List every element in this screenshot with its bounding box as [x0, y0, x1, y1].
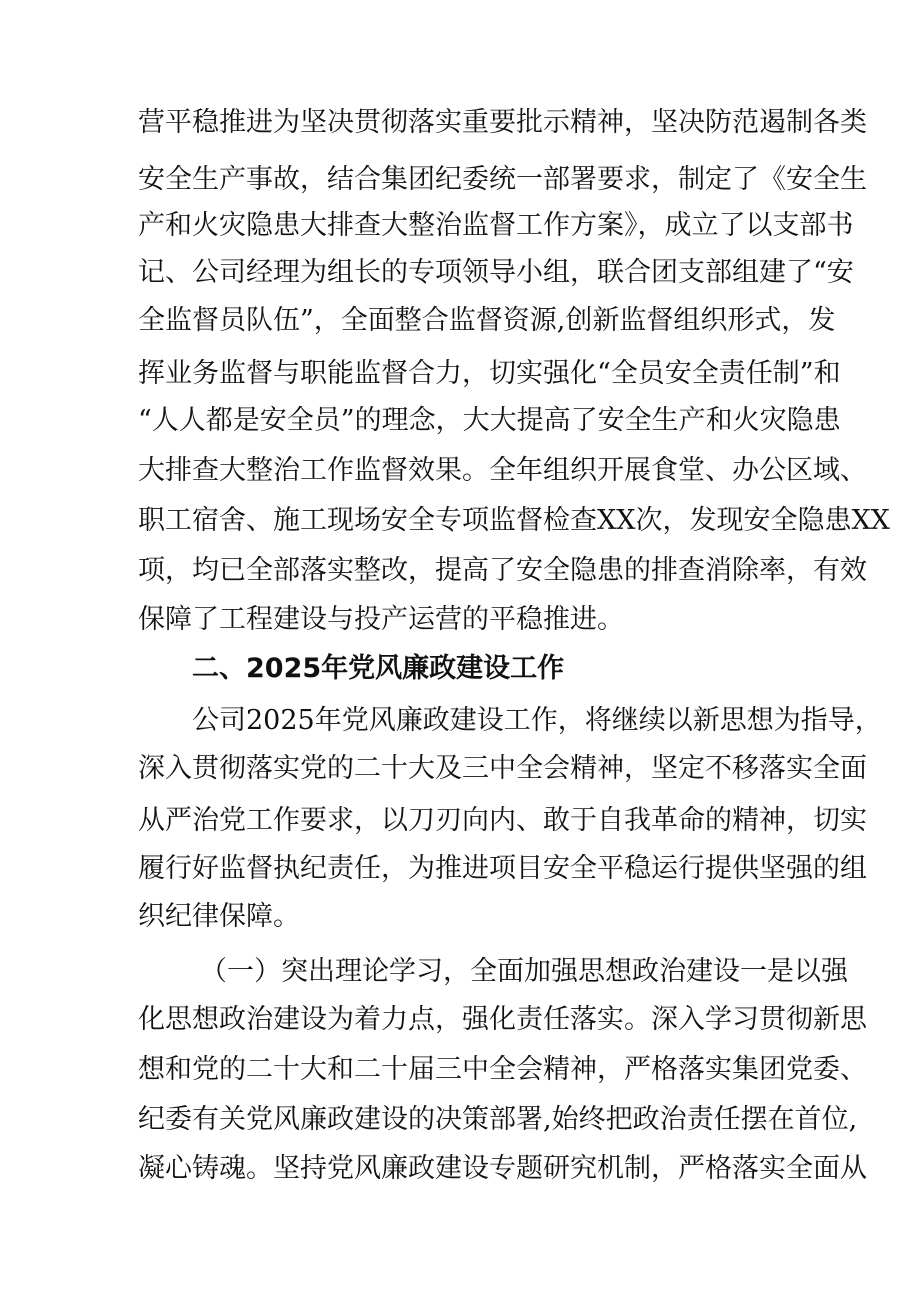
paragraph-line: 记、公司经理为组长的专项领导小组，联合团支部组建了“安	[138, 257, 854, 288]
paragraph-line: 凝心铸魂。坚持党风廉政建设专题研究机制，严格落实全面从	[138, 1153, 867, 1184]
paragraph-line: 织纪律保障。	[138, 901, 300, 932]
paragraph-line: 纪委有关党风廉政建设的决策部署,始终把政治责任摆在首位,	[138, 1104, 858, 1135]
paragraph-line: 履行好监督执纪责任，为推进项目安全平稳运行提供坚强的组	[138, 853, 867, 884]
paragraph-line: 营平稳推进为坚决贯彻落实重要批示精神，坚决防范遏制各类	[138, 107, 867, 138]
paragraph-line: 大排查大整治工作监督效果。全年组织开展食堂、办公区域、	[138, 455, 867, 486]
subsection-lead-line: （一）突出理论学习，全面加强思想政治建设一是以强	[200, 956, 848, 987]
paragraph-line: 深入贯彻落实党的二十大及三中全会精神，坚定不移落实全面	[138, 753, 867, 784]
paragraph-line: 想和党的二十大和二十届三中全会精神，严格落实集团党委、	[138, 1054, 867, 1085]
paragraph-line: 化思想政治建设为着力点，强化责任落实。深入学习贯彻新思	[138, 1004, 867, 1035]
paragraph-line: “人人都是安全员”的理念，大大提高了安全生产和火灾隐患	[138, 405, 841, 436]
paragraph-line: 项，均已全部落实整改，提高了安全隐患的排查消除率，有效	[138, 555, 867, 586]
paragraph-line: 全监督员队伍”，全面整合监督资源,创新监督组织形式，发	[138, 305, 836, 336]
paragraph-line: 安全生产事故，结合集团纪委统一部署要求，制定了《安全生	[138, 164, 867, 195]
paragraph-line: 从严治党工作要求，以刀刃向内、敢于自我革命的精神，切实	[138, 805, 867, 836]
paragraph-line: 挥业务监督与职能监督合力，切实强化“全员安全责任制”和	[138, 358, 841, 389]
paragraph-line: 保障了工程建设与投产运营的平稳推进。	[138, 604, 624, 635]
section-heading: 二、2025年党风廉政建设工作	[192, 653, 565, 684]
paragraph-line: 产和火灾隐患大排查大整治监督工作方案》，成立了以支部书	[138, 210, 854, 241]
paragraph-line: 职工宿舍、施工现场安全专项监督检查XX次，发现安全隐患XX	[138, 505, 890, 536]
paragraph-line: 公司2025年党风廉政建设工作，将继续以新思想为指导，	[192, 705, 882, 736]
